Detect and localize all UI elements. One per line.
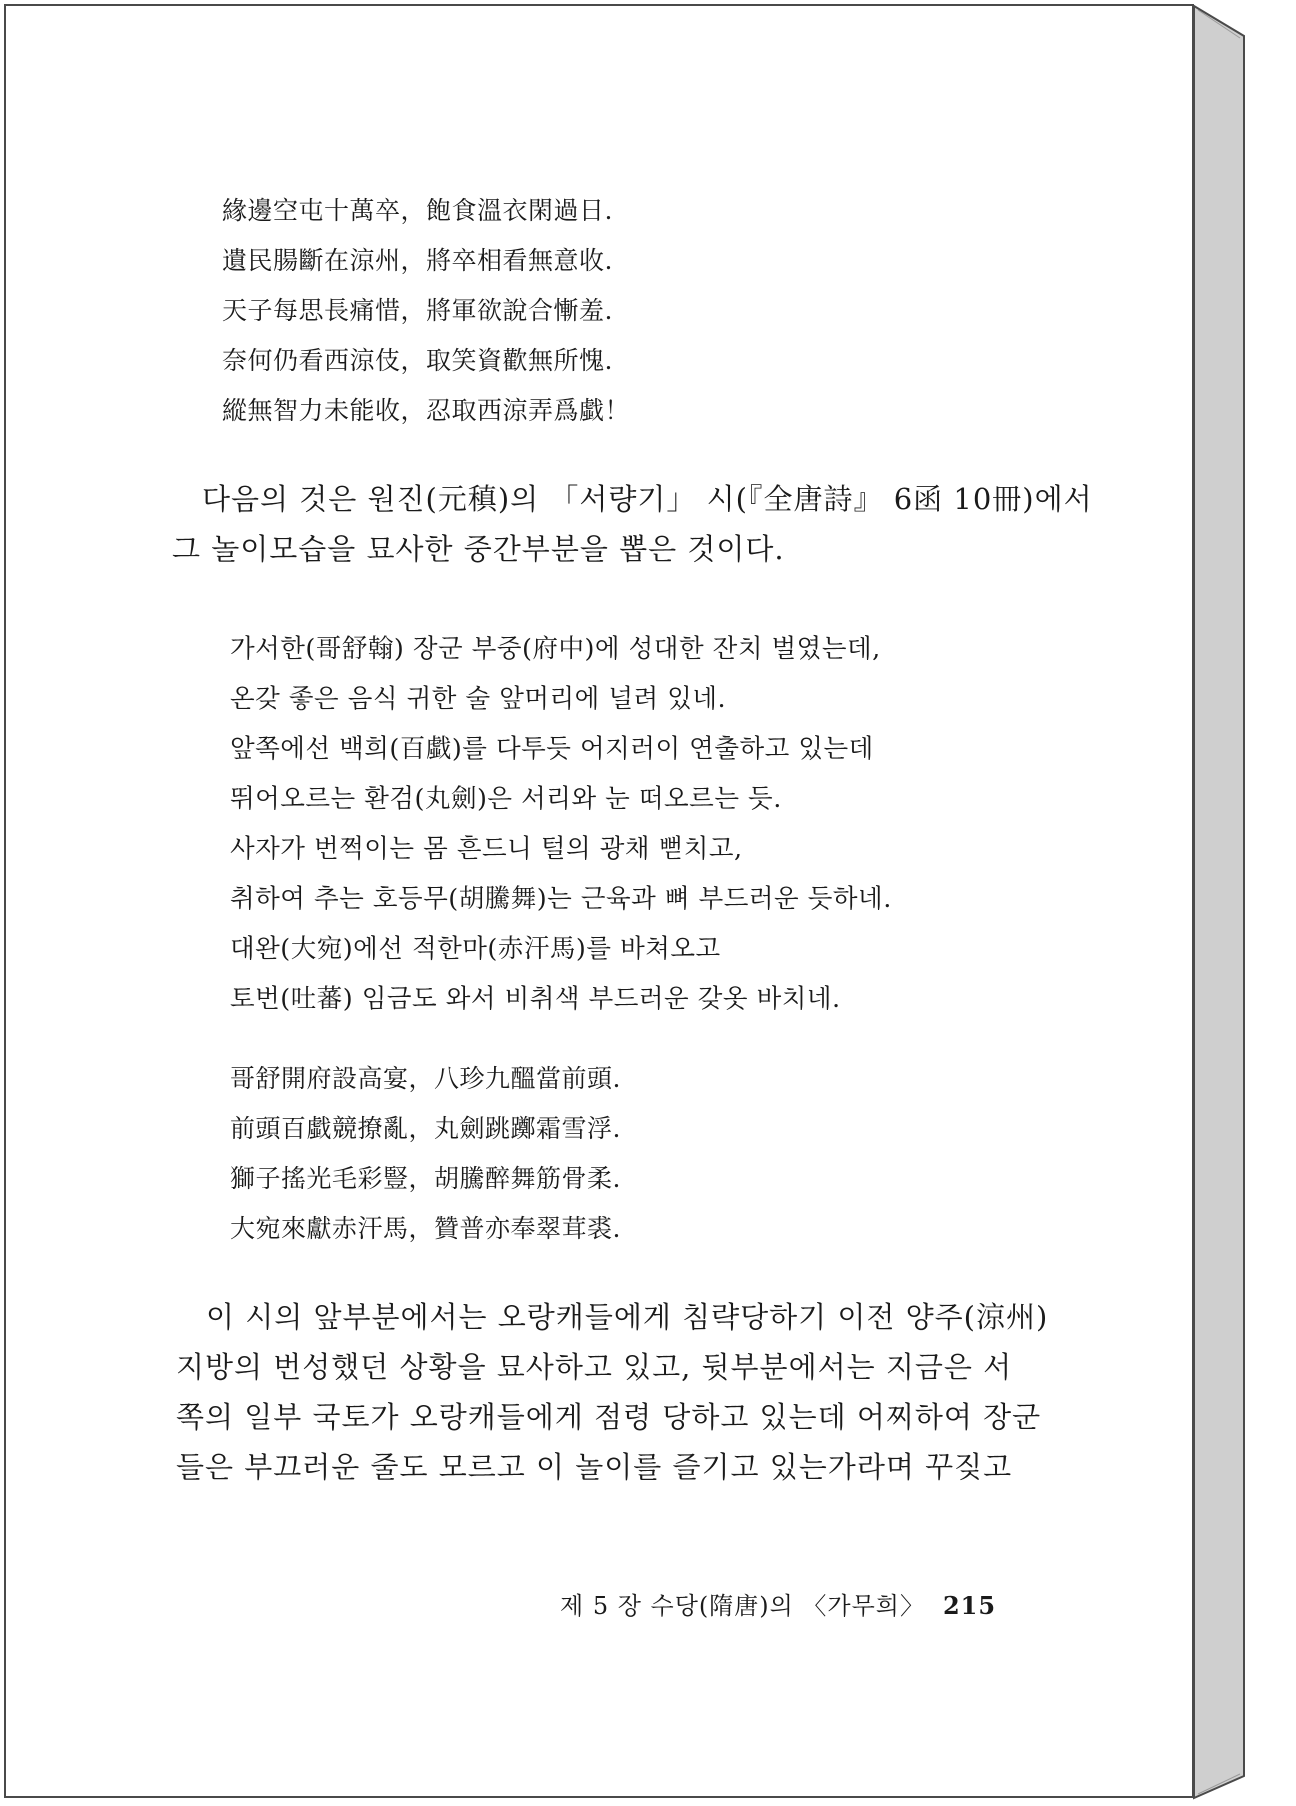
poem-line: 遺民腸斷在涼州，將卒相看無意收.: [222, 246, 613, 275]
chinese-poem-excerpt-1: [222, 186, 982, 436]
paragraph-line: 쪽의 일부 국토가 오랑캐들에게 점령 당하고 있는데 어찌하여 장군: [176, 1400, 1042, 1434]
poem-line: 大宛來獻赤汗馬，贊普亦奉翠茸裘.: [230, 1214, 621, 1243]
poem-line: 前頭百戱競撩亂，丸劍跳躑霜雪浮.: [230, 1114, 621, 1143]
poem-line: 哥舒開府設高宴，八珍九醞當前頭.: [230, 1064, 621, 1093]
paragraph-line: 지방의 번성했던 상황을 묘사하고 있고, 뒷부분에서는 지금은 서: [176, 1350, 1013, 1384]
poem-line: 온갖 좋은 음식 귀한 술 앞머리에 널려 있네.: [230, 684, 727, 714]
poem-line: 사자가 번쩍이는 몸 흔드니 털의 광채 뻗치고,: [230, 834, 743, 864]
poem-line: 縱無智力未能收，忍取西涼弄爲戱！: [222, 396, 631, 425]
poem-line: 奈何仍看西涼伎，取笑資歡無所愧.: [222, 346, 613, 375]
poem-line: 취하여 추는 호등무(胡騰舞)는 근육과 뼈 부드러운 듯하네.: [230, 884, 892, 914]
commentary-paragraph: [176, 1292, 1049, 1492]
poem-line: 토번(吐蕃) 임금도 와서 비취색 부드러운 갖옷 바치네.: [230, 984, 841, 1014]
intro-paragraph: [172, 474, 1093, 574]
korean-poem-translation: [230, 624, 1010, 1024]
poem-line: 가서한(哥舒翰) 장군 부중(府中)에 성대한 잔치 벌였는데,: [230, 634, 881, 664]
running-header-chapter: 제 5 장 수당(隋唐)의 〈가무희〉: [560, 1592, 925, 1620]
paragraph-line: 이 시의 앞부분에서는 오랑캐들에게 침략당하기 이전 양주(涼州): [206, 1300, 1049, 1334]
paragraph-line: 그 놀이모습을 묘사한 중간부분을 뽑은 것이다.: [172, 532, 785, 566]
poem-line: 뛰어오르는 환검(丸劍)은 서리와 눈 떠오르는 듯.: [230, 784, 782, 814]
poem-line: 緣邊空屯十萬卒，飽食溫衣閑過日.: [222, 196, 613, 225]
page-number: 215: [942, 1591, 997, 1620]
paragraph-line: 다음의 것은 원진(元稹)의 「서량기」 시(『全唐詩』 6函 10冊)에서: [202, 482, 1093, 516]
paragraph-line: 들은 부끄러운 줄도 모르고 이 놀이를 즐기고 있는가라며 꾸짖고: [176, 1450, 1013, 1484]
chinese-poem-excerpt-2: [230, 1054, 990, 1254]
poem-line: 天子每思長痛惜，將軍欲說合慚羞.: [222, 296, 613, 325]
poem-line: 앞쪽에선 백희(百戱)를 다투듯 어지러이 연출하고 있는데: [230, 734, 874, 764]
poem-line: 대완(大宛)에선 적한마(赤汗馬)를 바쳐오고: [230, 934, 721, 964]
poem-line: 獅子搖光毛彩豎，胡騰醉舞筋骨柔.: [230, 1164, 621, 1193]
page-footer: [560, 1588, 1030, 1624]
